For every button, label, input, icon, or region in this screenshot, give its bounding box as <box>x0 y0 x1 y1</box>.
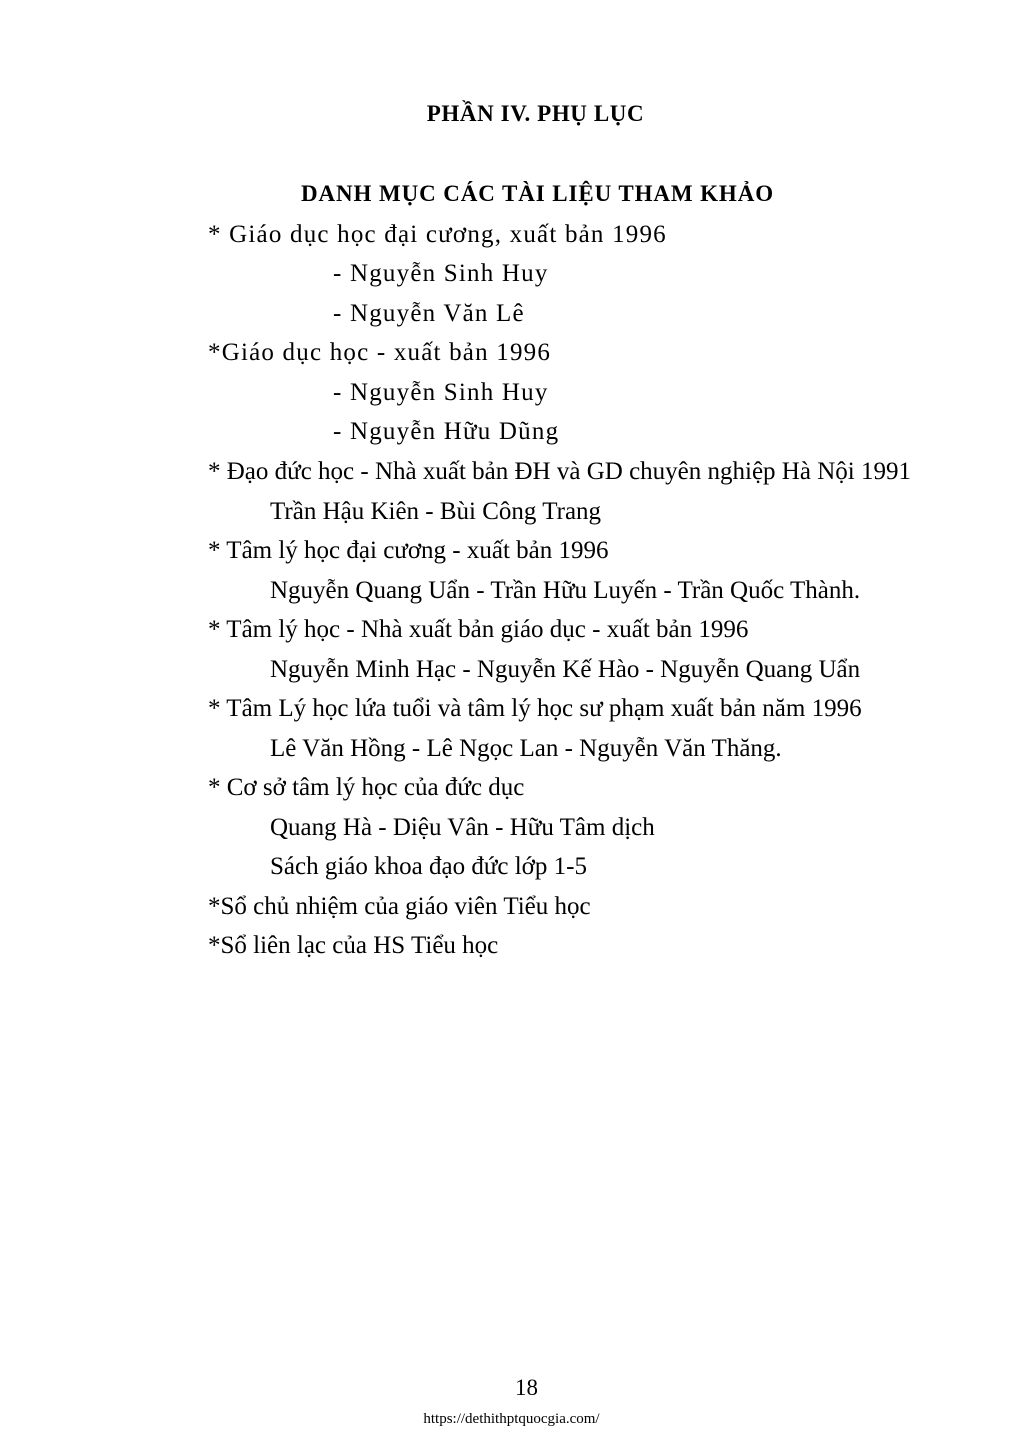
reference-entry: Sách giáo khoa đạo đức lớp 1-5 <box>270 853 587 880</box>
reference-entry: *Sổ chủ nhiệm của giáo viên Tiểu học <box>208 893 591 920</box>
section-title: PHẦN IV. PHỤ LỤC <box>426 101 645 126</box>
reference-entry: * Đạo đức học - Nhà xuất bản ĐH và GD chuyên nghiệp Hà Nội 1991 <box>208 458 911 485</box>
reference-author: Trần Hậu Kiên - Bùi Công Trang <box>270 498 602 525</box>
reference-author: - Nguyễn Sinh Huy <box>333 379 549 406</box>
reference-entry: *Giáo dục học - xuất bản 1996 <box>208 339 552 366</box>
reference-author: - Nguyễn Sinh Huy <box>333 260 549 287</box>
reference-entry: * Cơ sở tâm lý học của đức dục <box>208 774 525 801</box>
reference-entry: * Tâm lý học - Nhà xuất bản giáo dục - xuất bản 1996 <box>208 616 749 643</box>
reference-author: - Nguyễn Hữu Dũng <box>333 418 560 445</box>
reference-entry: * Tâm lý học đại cương - xuất bản 1996 <box>208 537 609 564</box>
reference-author: Lê Văn Hồng - Lê Ngọc Lan - Nguyễn Văn Thăng. <box>270 735 782 762</box>
reference-entry: * Tâm Lý học lứa tuổi và tâm lý học sư phạm xuất bản năm 1996 <box>208 695 862 722</box>
reference-author: - Nguyễn Văn Lê <box>333 300 525 327</box>
reference-author: Quang Hà - Diệu Vân - Hữu Tâm dịch <box>270 814 655 841</box>
reference-entry: * Giáo dục học đại cương, xuất bản 1996 <box>208 221 667 248</box>
reference-author: Nguyễn Quang Uẩn - Trần Hữu Luyến - Trần Quốc Thành. <box>270 577 861 604</box>
reference-list-title: DANH MỤC CÁC TÀI LIỆU THAM KHẢO <box>300 181 775 206</box>
page-number: 18 <box>515 1375 538 1400</box>
reference-entry: *Sổ liên lạc của HS Tiểu học <box>208 932 499 959</box>
footer-url: https://dethithptquocgia.com/ <box>423 1411 600 1427</box>
reference-author: Nguyễn Minh Hạc - Nguyễn Kế Hào - Nguyễn Quang Uẩn <box>270 656 861 683</box>
